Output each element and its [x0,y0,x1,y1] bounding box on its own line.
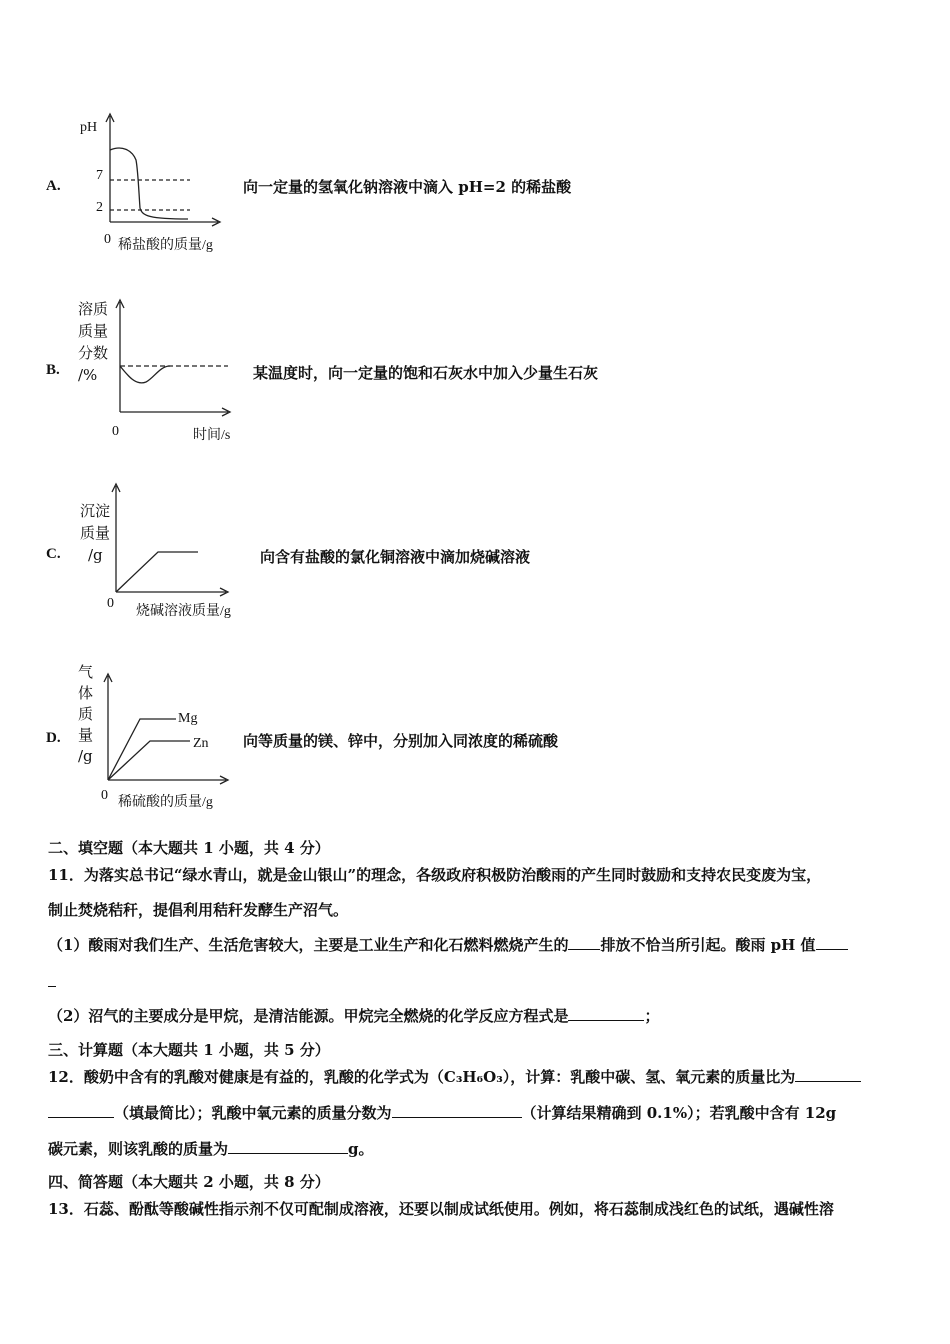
option-b-y-label-line: /% [78,366,98,384]
q12-line3-text-a: 碳元素，则该乳酸的质量为 [48,1140,229,1158]
q12-line1 [48,1066,861,1087]
option-a-label: A. [46,178,61,194]
option-c-origin: 0 [107,596,114,611]
q12-line2-text-a: （填最简比）；乳酸中氧元素的质量分数为 [114,1104,392,1122]
q11-part2-text-a: （2）沼气的主要成分是甲烷，是清洁能源。甲烷完全燃烧的化学反应方程式是 [48,1007,569,1025]
option-d-y-label-line: 气 [78,663,94,681]
option-b-y-label-line: 质量 [78,322,109,340]
option-c-y-label-line: 质量 [80,524,111,542]
option-c-label: C. [46,546,61,562]
option-d-line-zn [108,741,190,780]
q11-blank-gas[interactable] [568,935,600,950]
q13-line1: 13．石蕊、酚酞等酸碱性指示剂不仅可配制成溶液，还要以制成试纸使用。例如，将石蕊制成浅红色的试纸，遇碱性溶 [48,1200,834,1218]
q12-blank-mass-ratio-continued[interactable] [48,1103,114,1118]
q12-blank-mass-ratio[interactable] [795,1067,861,1082]
q12-line1-text: 12．酸奶中含有的乳酸对健康是有益的，乳酸的化学式为（C₃H₆O₃），计算：乳酸中碳、氢、氧元素的质量比为 [48,1068,796,1086]
option-d-origin: 0 [101,788,108,803]
q11-part1 [48,934,848,955]
option-b-label: B. [46,362,60,378]
option-b-y-label-line: 分数 [78,344,109,362]
option-b-description: 某温度时，向一定量的饱和石灰水中加入少量生石灰 [253,364,599,382]
option-b-origin: 0 [112,424,119,439]
q12-line3-text-b: g。 [348,1140,374,1158]
option-a-description: 向一定量的氢氧化钠溶液中滴入 pH=2 的稀盐酸 [243,178,572,196]
option-a-tick-7: 7 [96,168,103,183]
option-d-y-label-line: /g [78,747,93,765]
option-a-x-label: 稀盐酸的质量/g [118,238,213,253]
section4-heading: 四、简答题（本大题共 2 小题，共 8 分） [48,1173,330,1191]
q11-blank-ph[interactable] [816,935,848,950]
option-a-origin: 0 [104,232,111,247]
option-b-x-label: 时间/s [193,428,231,443]
option-d-label: D. [46,730,61,746]
option-d-description: 向等质量的镁、锌中，分别加入同浓度的稀硫酸 [243,732,559,750]
q11-part2-text-b: ； [644,1007,660,1025]
option-d-series-mg: Mg [178,711,198,726]
q11-line1: 11．为落实总书记“绿水青山，就是金山银山”的理念，各级政府积极防治酸雨的产生同时鼓励和支持农民变废为宝， [48,866,822,884]
q12-line2-text-b: （计算结果精确到 0.1%）；若乳酸中含有 12g [521,1104,837,1122]
q11-line2: 制止焚烧秸秆，提倡利用秸秆发酵生产沼气。 [48,901,349,919]
option-b-y-label-line: 溶质 [78,300,109,318]
option-a-tick-2: 2 [96,200,103,215]
q11-part1-text-b: 排放不恰当所引起。酸雨 pH 值 [600,936,816,954]
section2-heading: 二、填空题（本大题共 1 小题，共 4 分） [48,839,330,857]
section3-heading: 三、计算题（本大题共 1 小题，共 5 分） [48,1041,330,1059]
option-a-y-label: pH [80,120,98,135]
q12-blank-lactic-mass[interactable] [228,1139,348,1154]
option-d-y-label-line: 体 [78,684,94,702]
option-d-y-label-line: 质 [78,705,94,723]
q12-line2 [48,1102,836,1123]
option-c-y-label-line: /g [88,546,103,564]
option-c-x-label: 烧碱溶液质量/g [136,604,231,619]
option-d-y-label-line: 量 [78,726,94,744]
option-d-x-label: 稀硫酸的质量/g [118,795,213,810]
option-c-y-label-line: 沉淀 [80,502,111,520]
q11-part2 [48,1005,659,1026]
q12-blank-oxygen-fraction[interactable] [392,1103,522,1118]
option-c-description: 向含有盐酸的氯化铜溶液中滴加烧碱溶液 [260,548,531,566]
q11-blank-ph-continued[interactable] [48,972,56,987]
option-d-series-zn: Zn [193,736,209,751]
q11-blank-equation[interactable] [568,1006,644,1021]
q11-part1-text-a: （1）酸雨对我们生产、生活危害较大，主要是工业生产和化石燃料燃烧产生的 [48,936,569,954]
q12-line3 [48,1138,374,1159]
